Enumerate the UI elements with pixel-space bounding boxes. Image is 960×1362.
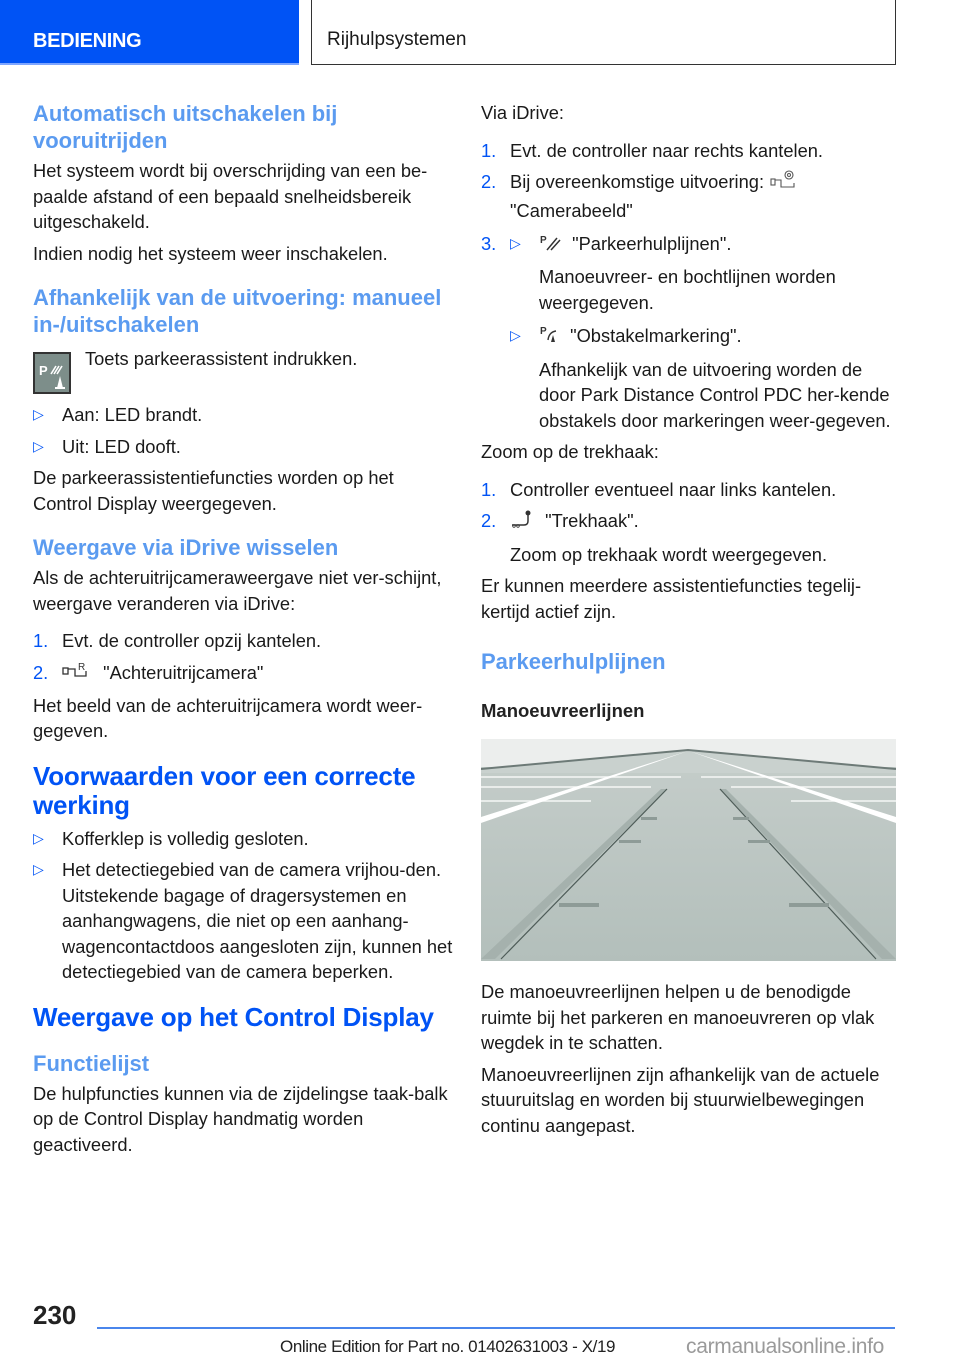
bullet-icon: ▷ <box>33 829 44 846</box>
heading-function-list: Functielijst <box>33 1050 150 1076</box>
svg-text:P: P <box>39 363 48 378</box>
camera-settings-icon <box>769 169 799 198</box>
step-description: Zoom op trekhaak wordt weergegeven. <box>510 543 828 565</box>
option-description: Afhankelijk van de uitvoering worden de door Park Distance Control PDC her-kende obstakels door markeringen weer-gegeven. <box>539 358 891 431</box>
section-tab <box>0 0 299 65</box>
step-item: 1. Controller eventueel naar links kantelen. <box>481 478 837 500</box>
bullet-icon: ▷ <box>33 406 44 422</box>
list-item: ▷ Het detectiegebied van de camera vrijhou-den. Uitstekende bagage of dragersystemen en aanhangwagens, die niet op een aanhang-wagencontactdoos aangesloten zijn, kunnen het detectiegebied van de camera beperken. <box>33 859 453 983</box>
paragraph: Er kunnen meerdere assistentiefuncties tegelij-kertijd actief zijn. <box>481 575 862 622</box>
heading-display: Weergave op het Control Display <box>33 1001 434 1032</box>
svg-text:P: P <box>540 326 547 338</box>
paragraph: Als de achteruitrijcameraweergave niet ver-schijnt, weergave veranderen via iDrive: <box>33 567 442 614</box>
heading-switch-view: Weergave via iDrive wisselen <box>33 535 339 560</box>
rear-camera-icon <box>62 660 92 687</box>
paragraph: De hulpfuncties kunnen via de zijdelingse taak-balk op de Control Display handmatig worden geactiveerd. <box>33 1082 448 1155</box>
step-item: 1. Evt. de controller naar rechts kantelen. <box>481 139 823 161</box>
step-item: 2. Bij overeenkomstige uitvoering: "Camerabeeld" <box>481 169 901 223</box>
right-column <box>481 100 901 1138</box>
parking-lines-icon <box>539 232 561 259</box>
svg-text:R: R <box>78 662 86 674</box>
paragraph: De parkeerassistentiefuncties worden op het Control Display weergegeven. <box>33 467 394 514</box>
paragraph: De manoeuvreerlijnen helpen u de benodigde ruimte bij het parkeren en manoeuvreren op vlak wegdek in te schatten. <box>481 981 875 1054</box>
maneuver-lines-illustration <box>481 739 896 961</box>
heading-conditions: Voorwaarden voor een correcte werking <box>33 760 416 820</box>
bullet-icon: ▷ <box>510 327 521 344</box>
chapter-label: Rijhulpsystemen <box>327 29 467 50</box>
list-item: ▷ Kofferklep is volledig gesloten. <box>33 826 453 852</box>
park-assist-button-icon <box>33 352 71 394</box>
bullet-icon: ▷ <box>33 437 44 454</box>
bullet-icon: ▷ <box>510 235 521 251</box>
option-obstacle-marking: ▷ P "Obstakelmarkering". <box>510 323 901 350</box>
paragraph: Indien nodig het systeem weer inschakelen. <box>33 242 388 264</box>
heading-manual: Afhankelijk van de uitvoering: manueel in-/uitschakelen <box>33 285 442 337</box>
step-item: 3. ▷ P "Parkeerhulplijnen". Manoeuvreer- en bochtlijnen worden weergegeven. ▷ P "Obstakelmarkering". Afhankelijk van de uitvoering worden de door Park Distance Control PDC her-kende obstakels door markeringen weer-gegeven. <box>481 231 901 433</box>
page-number: 230 <box>33 1300 77 1330</box>
paragraph: Het beeld van de achteruitrijcamera wordt weer-gegeven. <box>33 694 423 742</box>
option-parking-lines: ▷ P "Parkeerhulplijnen". <box>510 231 901 258</box>
list-item: ▷ Aan: LED brandt. <box>33 402 453 428</box>
heading-maneuver-lines: Manoeuvreerlijnen <box>481 700 645 722</box>
obstacle-marking-icon <box>539 324 559 351</box>
edition-info: Online Edition for Part no. 01402631003 - X/19 <box>280 1337 616 1356</box>
option-description: Manoeuvreer- en bochtlijnen worden weergegeven. <box>539 266 836 313</box>
heading-parking-lines: Parkeerhulplijnen <box>481 649 666 675</box>
section-label: BEDIENING <box>33 30 142 52</box>
bullet-icon: ▷ <box>33 861 44 878</box>
list-item: ▷ Uit: LED dooft. <box>33 434 453 460</box>
step-item: 1. Evt. de controller opzij kantelen. <box>33 630 322 651</box>
paragraph: Het systeem wordt bij overschrijding van een be-paalde afstand of een bepaald snelheidsbereik uitgeschakeld. <box>33 160 428 232</box>
paragraph: Via iDrive: <box>481 102 564 123</box>
tow-hitch-icon <box>510 509 534 536</box>
paragraph: Manoeuvreerlijnen zijn afhankelijk van de actuele stuuruitslag en worden bij stuurwielbewegingen continu aangepast. <box>481 1063 880 1136</box>
chapter-tab <box>311 0 896 65</box>
heading-auto-off: Automatisch uitschakelen bij vooruitrijden <box>33 101 338 153</box>
button-instruction: Toets parkeerassistent indrukken. <box>85 348 358 369</box>
step-item: 2. "Trekhaak". Zoom op trekhaak wordt weergegeven. <box>481 508 901 567</box>
watermark: carmanualsonline.info <box>686 1335 884 1358</box>
footer-divider <box>97 1327 895 1329</box>
step-item: 2. R "Achteruitrijcamera" <box>33 660 453 687</box>
paragraph: Zoom op de trekhaak: <box>481 441 659 463</box>
svg-text:P: P <box>540 234 547 246</box>
park-assist-button-row <box>33 346 453 394</box>
left-column <box>33 100 453 1157</box>
